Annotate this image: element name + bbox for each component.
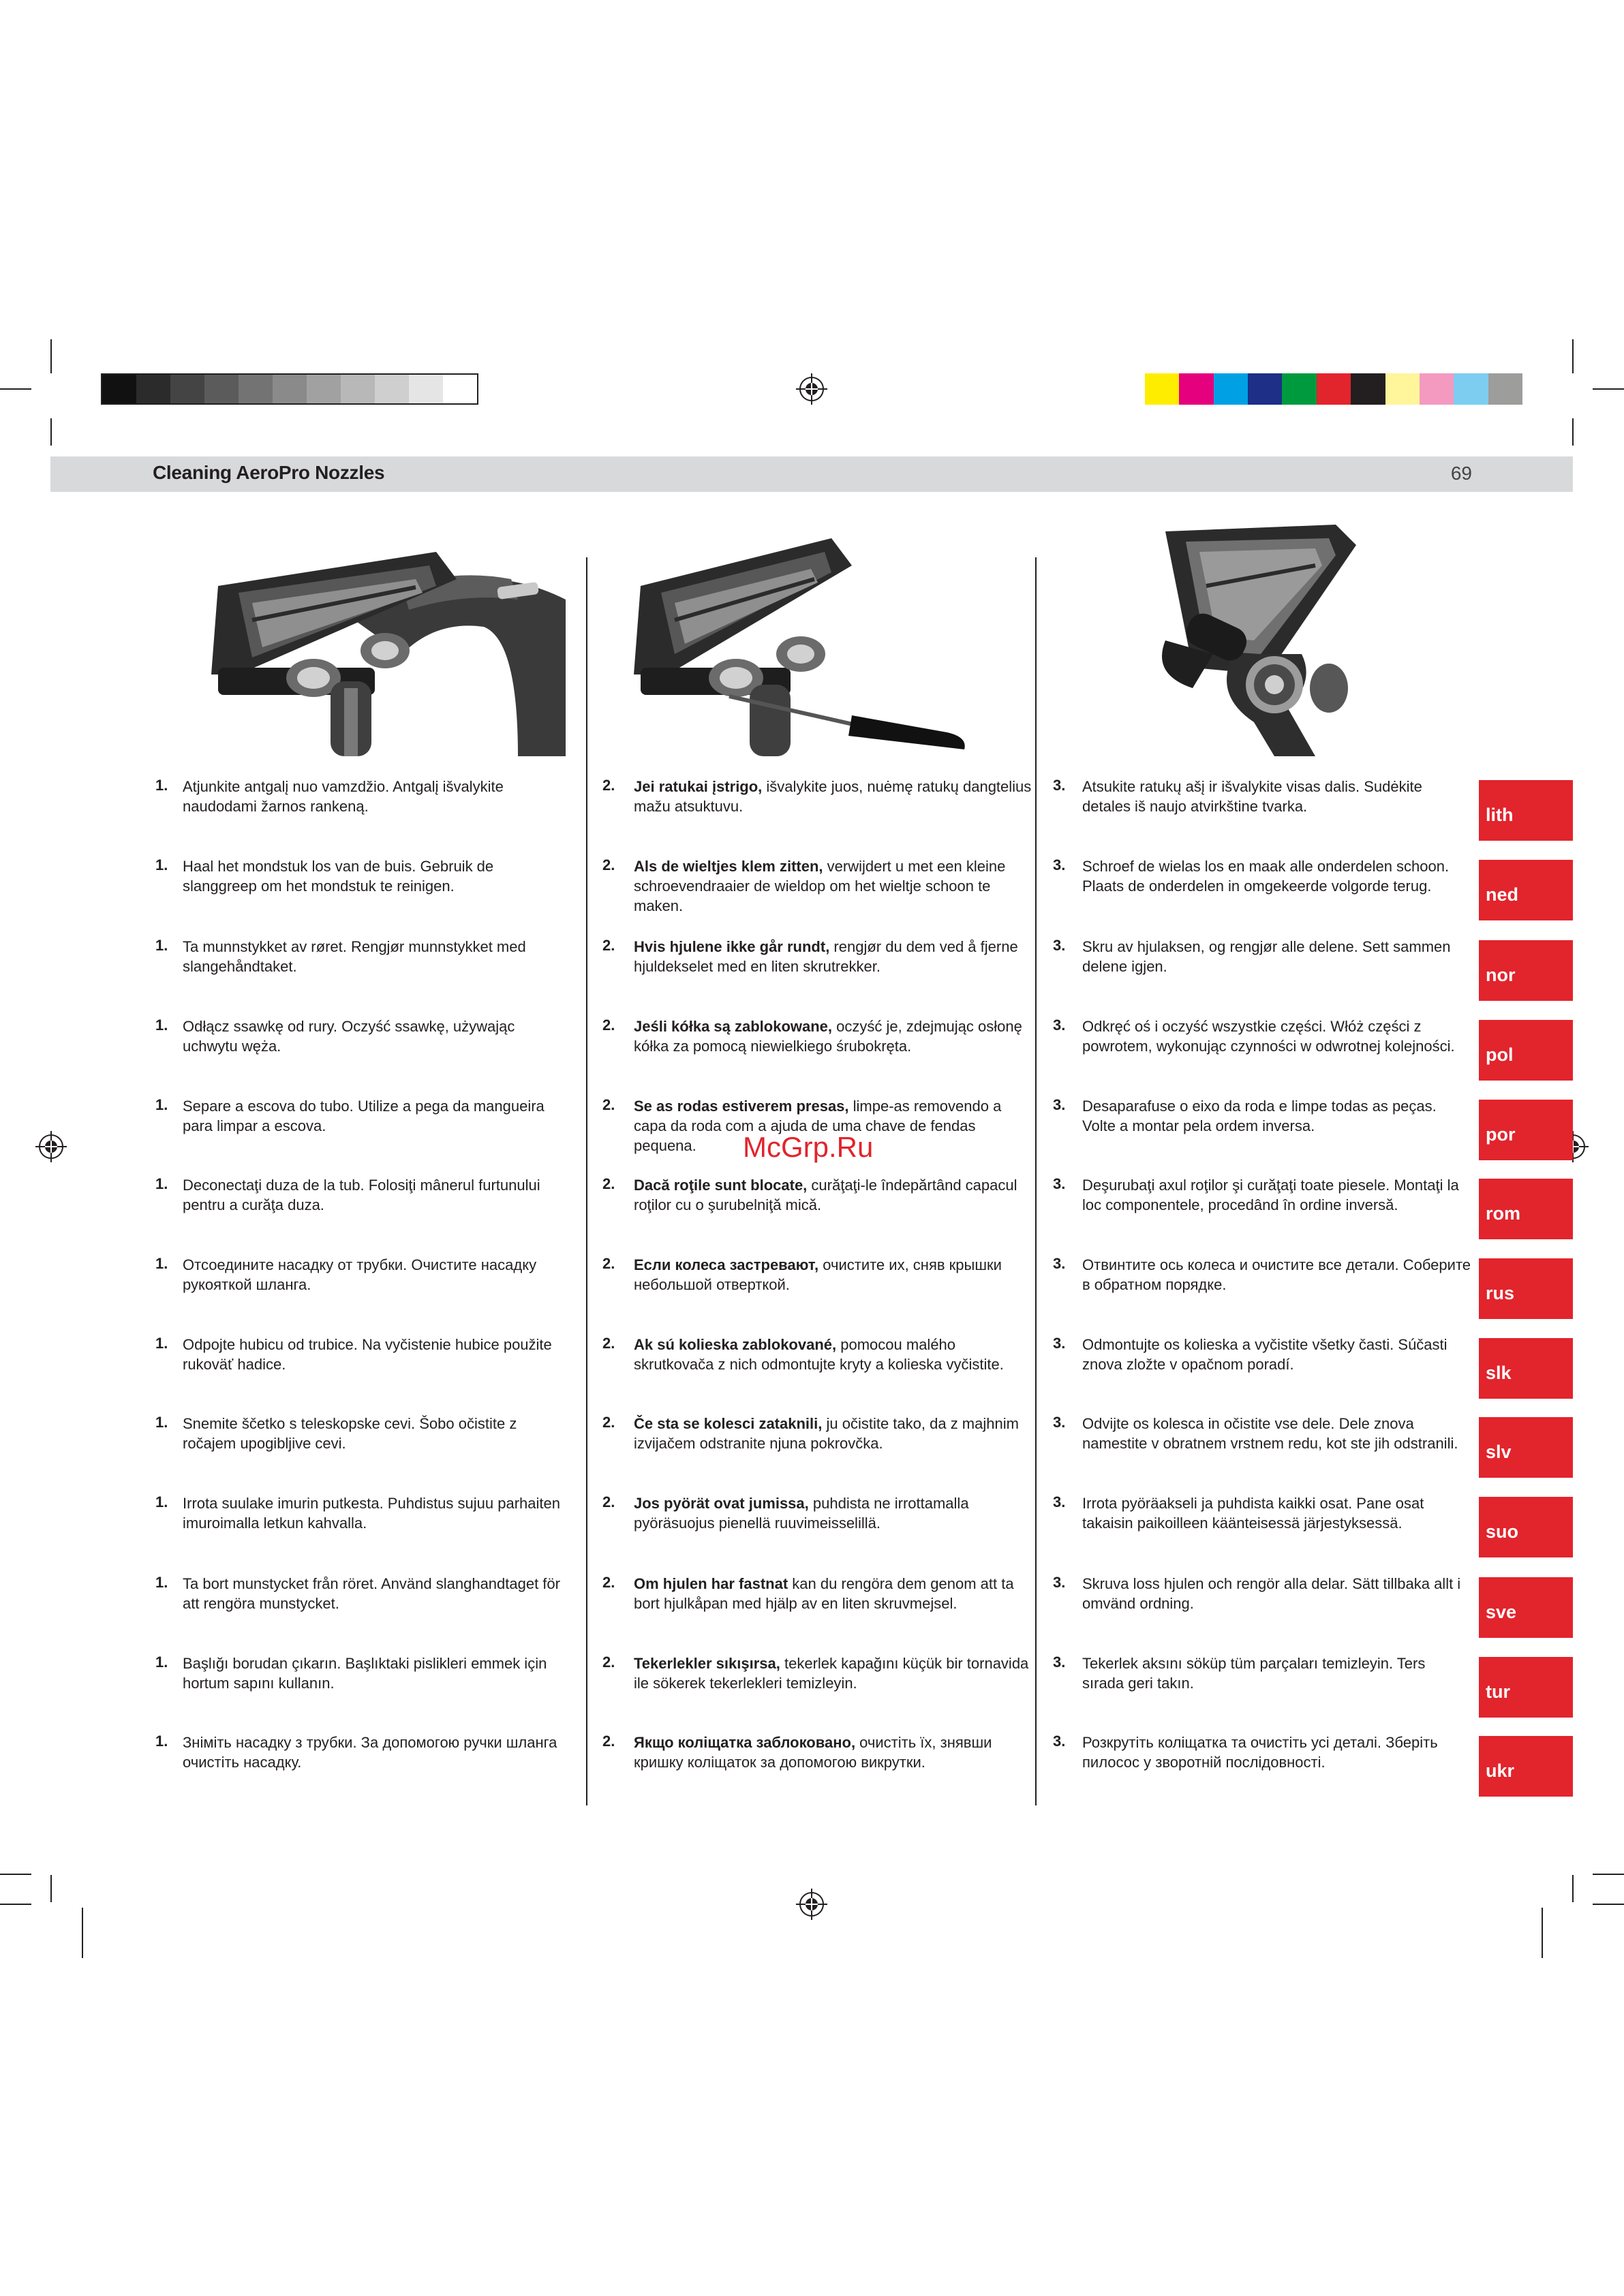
step-1-text: Зніміть насадку з трубки. За допомогою ручки шланга очистіть насадку. <box>183 1734 557 1771</box>
language-tab: rus <box>1479 1258 1573 1319</box>
step-number: 2. <box>602 1096 615 1113</box>
page-title: Cleaning AeroPro Nozzles <box>153 462 385 483</box>
step-number: 1. <box>155 937 168 954</box>
step-2-bold: Якщо коліщатка заблоковано, <box>634 1734 856 1751</box>
step-number: 1. <box>155 1414 168 1431</box>
screwdriver-wheel-illustration <box>627 518 1009 756</box>
step-3-text: Odmontujte os kolieska a vyčistite všetky časti. Súčasti znova zložte v opačnom poradí. <box>1082 1336 1447 1373</box>
step-2-rest: очистіть їх, знявши кришку коліщаток за допомогою викрутки. <box>634 1734 992 1771</box>
step-1-text: Haal het mondstuk los van de buis. Gebruik de slanggreep om het mondstuk te reinigen. <box>183 858 494 895</box>
step-1-text: Ta bort munstycket från röret. Använd slanghandtaget för att rengöra munstycket. <box>183 1575 560 1612</box>
language-tab: por <box>1479 1100 1573 1160</box>
step-number: 3. <box>1053 1017 1066 1034</box>
step-2-text <box>634 1335 1036 1374</box>
wheel-axle-illustration <box>1111 518 1492 756</box>
step-2-bold: Als de wieltjes klem zitten, <box>634 858 823 875</box>
color-bar <box>1145 373 1522 405</box>
color-swatch <box>1385 373 1420 405</box>
language-tab: ukr <box>1479 1736 1573 1797</box>
crop-mark <box>1572 339 1574 373</box>
language-tab: slk <box>1479 1338 1573 1399</box>
step-number: 2. <box>602 1733 615 1750</box>
step-number: 2. <box>602 1493 615 1510</box>
step-3-text: Odvijte os kolesca in očistite vse dele. Dele znova namestite v obratnem vrstnem redu, kot ste jih odstranili. <box>1082 1415 1458 1452</box>
step-3-text: Отвинтите ось колеса и очистите все детали. Соберите в обратном порядке. <box>1082 1256 1471 1293</box>
step-2-rest: oczyść je, zdejmując osłonę kółka za pomocą niewielkiego śrubokręta. <box>634 1018 1022 1055</box>
step-2-rest: kan du rengöra dem genom att ta bort hjulkåpan med hjälp av en liten skruvmejsel. <box>634 1575 1014 1612</box>
step-2-bold: Если колеса застревают, <box>634 1256 819 1273</box>
step-2-rest: pomocou malého skrutkovača z nich odmontujte kryty a kolieska vyčistite. <box>634 1336 1004 1373</box>
crop-mark <box>50 1875 52 1902</box>
color-swatch <box>1454 373 1488 405</box>
step-number: 2. <box>602 1175 615 1192</box>
step-number: 2. <box>602 1255 615 1272</box>
step-2-bold: Dacă roţile sunt blocate, <box>634 1177 808 1194</box>
color-swatch <box>1214 373 1248 405</box>
step-2-text <box>634 777 1036 816</box>
step-2-text <box>634 937 1036 976</box>
gray-swatch <box>307 375 341 403</box>
language-tab: lith <box>1479 780 1573 841</box>
language-tab: rom <box>1479 1179 1573 1239</box>
language-tab: pol <box>1479 1020 1573 1081</box>
gray-swatch <box>239 375 273 403</box>
step-number: 3. <box>1053 1255 1066 1272</box>
step-2-rest: limpe-as removendo a capa da roda com a ajuda de uma chave de fendas pequena. <box>634 1098 1002 1154</box>
step-number: 3. <box>1053 937 1066 954</box>
color-swatch <box>1420 373 1454 405</box>
step-3-text: Irrota pyöräakseli ja puhdista kaikki osat. Pane osat takaisin paikoilleen käänteisessä järjestyksessä. <box>1082 1495 1424 1532</box>
language-tab: slv <box>1479 1417 1573 1478</box>
step-2-rest: tekerlek kapağını küçük bir tornavida ile sökerek tekerlekleri temizleyin. <box>634 1655 1029 1692</box>
page-number: 69 <box>1450 463 1472 484</box>
language-tab: sve <box>1479 1577 1573 1638</box>
step-3-text: Odkręć oś i oczyść wszystkie części. Włóż części z powrotem, wykonując czynności w odwrotnej kolejności. <box>1082 1018 1455 1055</box>
step-number: 3. <box>1053 1574 1066 1591</box>
gray-swatch <box>273 375 307 403</box>
color-swatch <box>1351 373 1385 405</box>
gray-swatch <box>102 375 136 403</box>
step-2-bold: Tekerlekler sıkışırsa, <box>634 1655 780 1672</box>
step-1-text: Ta munnstykket av røret. Rengjør munnstykket med slangehåndtaket. <box>183 938 526 975</box>
crop-mark <box>50 418 52 446</box>
step-number: 3. <box>1053 1733 1066 1750</box>
step-number: 3. <box>1053 1096 1066 1113</box>
step-3-text: Schroef de wielas los en maak alle onderdelen schoon. Plaats de onderdelen in omgekeerde volgorde terug. <box>1082 858 1450 895</box>
step-number: 1. <box>155 1733 168 1750</box>
step-1-text: Başlığı borudan çıkarın. Başlıktaki pislikleri emmek için hortum sapını kullanın. <box>183 1655 547 1692</box>
step-number: 2. <box>602 777 615 794</box>
step-number: 1. <box>155 1335 168 1352</box>
step-number: 3. <box>1053 1414 1066 1431</box>
step-2-bold: Jos pyörät ovat jumissa, <box>634 1495 809 1512</box>
color-swatch <box>1488 373 1522 405</box>
column-divider <box>586 557 587 1805</box>
step-number: 2. <box>602 1654 615 1671</box>
step-number: 1. <box>155 1574 168 1591</box>
step-3-text: Розкрутіть коліщатка та очистіть усі деталі. Зберіть пилосос у зворотній послідовності. <box>1082 1734 1438 1771</box>
step-2-text <box>634 1733 1036 1772</box>
step-number: 1. <box>155 1493 168 1510</box>
step-number: 1. <box>155 1654 168 1671</box>
color-swatch <box>1179 373 1213 405</box>
step-3-text: Skruva loss hjulen och rengör alla delar. Sätt tillbaka allt i omvänd ordning. <box>1082 1575 1461 1612</box>
gray-swatch <box>204 375 239 403</box>
step-2-bold: Ak sú kolieska zablokované, <box>634 1336 837 1353</box>
step-3-text: Desaparafuse o eixo da roda e limpe todas as peças. Volte a montar pela ordem inversa. <box>1082 1098 1437 1134</box>
gray-swatch <box>375 375 409 403</box>
step-1-text: Deconectaţi duza de la tub. Folosiţi mânerul furtunului pentru a curăţa duza. <box>183 1177 540 1213</box>
step-2-text <box>634 1574 1036 1613</box>
language-tab: suo <box>1479 1497 1573 1557</box>
step-2-rest: išvalykite juos, nuėmę ratukų dangtelius mažu atsuktuvu. <box>634 778 1032 815</box>
step-1-text: Separe a escova do tubo. Utilize a pega da mangueira para limpar a escova. <box>183 1098 545 1134</box>
gray-swatch <box>341 375 375 403</box>
step-2-rest: ju očistite tako, da z majhnim izvijačem odstranite njuna pokrovčka. <box>634 1415 1019 1452</box>
step-1-text: Atjunkite antgalį nuo vamzdžio. Antgalį išvalykite naudodami žarnos rankeną. <box>183 778 504 815</box>
step-number: 3. <box>1053 1654 1066 1671</box>
registration-mark-icon <box>796 373 827 405</box>
crop-mark <box>0 1904 31 1905</box>
step-2-rest: verwijdert u met een kleine schroevendraaier de wieldop om het wieltje schoon te maken. <box>634 858 1006 914</box>
step-number: 1. <box>155 777 168 794</box>
step-2-rest: rengjør du dem ved å fjerne hjuldekselet med en liten skrutrekker. <box>634 938 1018 975</box>
step-1-text: Odłącz ssawkę od rury. Oczyść ssawkę, używając uchwytu węża. <box>183 1018 515 1055</box>
color-swatch <box>1282 373 1316 405</box>
step-3-text: Deşurubaţi axul roţilor şi curăţaţi toate piesele. Montaţi la loc componentele, procedând în ordine inversă. <box>1082 1177 1459 1213</box>
step-3-text: Skru av hjulaksen, og rengjør alle delene. Sett sammen delene igjen. <box>1082 938 1451 975</box>
step-3-text: Atsukite ratukų ašį ir išvalykite visas dalis. Sudėkite detales iš naujo atvirkštine tvarka. <box>1082 778 1422 815</box>
crop-mark <box>1572 1875 1574 1902</box>
step-2-bold: Če sta se kolesci zataknili, <box>634 1415 823 1432</box>
step-number: 1. <box>155 856 168 873</box>
step-number: 1. <box>155 1096 168 1113</box>
crop-mark <box>1572 418 1574 446</box>
language-tab: ned <box>1479 860 1573 920</box>
step-3-text: Tekerlek aksını söküp tüm parçaları temizleyin. Ters sırada geri takın. <box>1082 1655 1426 1692</box>
step-2-text <box>634 856 1036 916</box>
step-number: 2. <box>602 856 615 873</box>
step-number: 1. <box>155 1017 168 1034</box>
step-2-bold: Se as rodas estiverem presas, <box>634 1098 849 1115</box>
step-2-rest: curăţaţi-le îndepărtând capacul roţilor cu o şurubelniţă mică. <box>634 1177 1017 1213</box>
color-swatch <box>1145 373 1179 405</box>
language-tab: tur <box>1479 1657 1573 1718</box>
registration-mark-icon <box>35 1131 67 1162</box>
page-header <box>50 456 1573 492</box>
step-2-rest: puhdista ne irrottamalla pyöräsuojus pienellä ruuvimeisselillä. <box>634 1495 969 1532</box>
step-2-text <box>634 1493 1036 1533</box>
step-1-text: Odpojte hubicu od trubice. Na vyčistenie hubice použite rukoväť hadice. <box>183 1336 552 1373</box>
gray-swatch <box>409 375 443 403</box>
step-2-rest: очистите их, сняв крышки небольшой отверткой. <box>634 1256 1002 1293</box>
language-tab: nor <box>1479 940 1573 1001</box>
crop-mark <box>1542 1908 1543 1958</box>
crop-mark <box>1593 1904 1624 1905</box>
crop-mark <box>0 388 31 390</box>
step-2-text <box>634 1255 1036 1294</box>
step-number: 2. <box>602 937 615 954</box>
step-2-text <box>634 1654 1036 1693</box>
step-2-bold: Jei ratukai įstrigo, <box>634 778 763 795</box>
watermark: McGrp.Ru <box>743 1131 874 1163</box>
step-2-text <box>634 1017 1036 1056</box>
step-number: 3. <box>1053 1493 1066 1510</box>
gray-swatch <box>170 375 204 403</box>
step-2-bold: Jeśli kółka są zablokowane, <box>634 1018 833 1035</box>
crop-mark <box>1593 1874 1624 1875</box>
step-2-bold: Om hjulen har fastnat <box>634 1575 788 1592</box>
step-number: 2. <box>602 1017 615 1034</box>
step-2-text <box>634 1414 1036 1453</box>
step-number: 2. <box>602 1574 615 1591</box>
step-2-bold: Hvis hjulene ikke går rundt, <box>634 938 830 955</box>
gray-swatch <box>443 375 477 403</box>
step-1-text: Irrota suulake imurin putkesta. Puhdistus sujuu parhaiten imuroimalla letkun kahvalla. <box>183 1495 560 1532</box>
grayscale-bar <box>101 373 478 405</box>
gray-swatch <box>136 375 170 403</box>
color-swatch <box>1248 373 1282 405</box>
step-number: 1. <box>155 1255 168 1272</box>
step-1-text: Отсоедините насадку от трубки. Очистите насадку рукояткой шланга. <box>183 1256 537 1293</box>
step-2-text <box>634 1175 1036 1215</box>
color-swatch <box>1317 373 1351 405</box>
step-1-text: Snemite ščetko s teleskopske cevi. Šobo očistite z ročajem upogibljive cevi. <box>183 1415 517 1452</box>
step-number: 2. <box>602 1414 615 1431</box>
step-number: 3. <box>1053 856 1066 873</box>
step-number: 3. <box>1053 1335 1066 1352</box>
crop-mark <box>0 1874 31 1875</box>
registration-mark-icon <box>796 1889 827 1920</box>
nozzle-detach-illustration <box>198 538 572 756</box>
step-number: 3. <box>1053 777 1066 794</box>
step-number: 1. <box>155 1175 168 1192</box>
step-number: 2. <box>602 1335 615 1352</box>
crop-mark <box>82 1908 83 1958</box>
step-number: 3. <box>1053 1175 1066 1192</box>
crop-mark <box>1593 388 1624 390</box>
crop-mark <box>50 339 52 373</box>
step-2-text <box>634 1096 1036 1155</box>
